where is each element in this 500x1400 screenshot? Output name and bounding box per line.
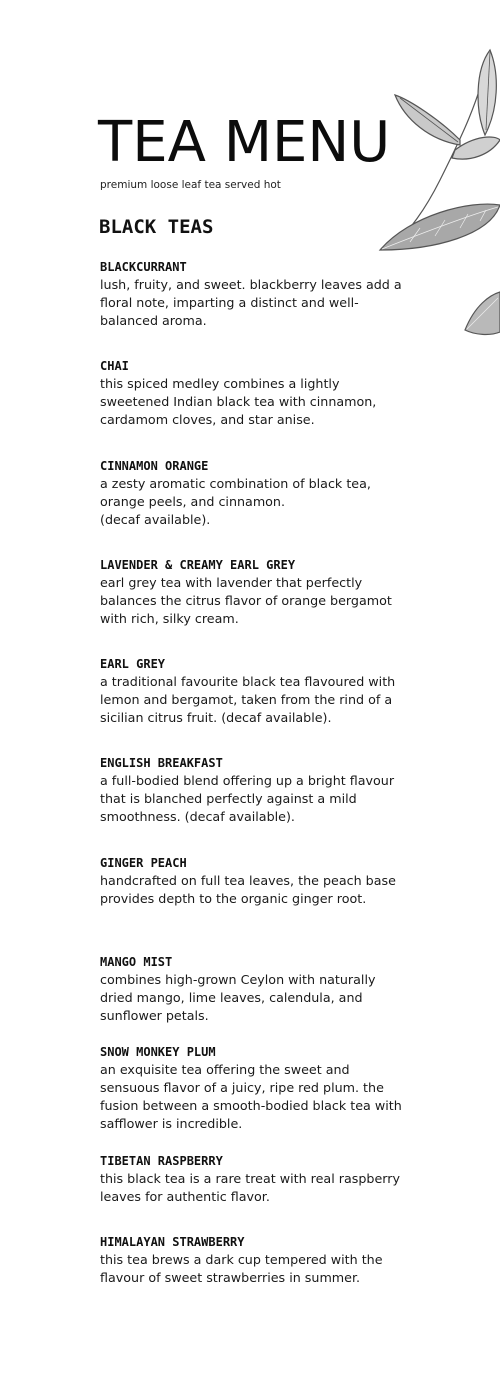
list-item <box>100 1234 410 1287</box>
item-description: handcrafted on full tea leaves, the peach base provides depth to the organic ginger root. <box>100 873 396 906</box>
item-description: an exquisite tea offering the sweet and sensuous flavor of a juicy, ripe red plum. the fusion between a smooth-bodied black tea with safflower is incredible. <box>100 1062 402 1131</box>
item-name: MANGO MIST <box>100 955 173 969</box>
item-description: combines high-grown Ceylon with naturally dried mango, lime leaves, calendula, and sunflower petals. <box>100 972 376 1023</box>
item-description: this spiced medley combines a lightly sweetened Indian black tea with cinnamon, cardamom cloves, and star anise. <box>100 376 377 427</box>
item-name: SNOW MONKEY PLUM <box>100 1045 216 1059</box>
list-item <box>100 855 410 908</box>
item-description: lush, fruity, and sweet. blackberry leaves add a floral note, imparting a distinct and well-balanced aroma. <box>100 277 402 328</box>
page-title: TEA MENU <box>98 110 391 175</box>
page-subtitle: premium loose leaf tea served hot <box>100 179 281 191</box>
section-title-black-teas: BLACK TEAS <box>99 216 214 238</box>
list-item <box>100 259 410 330</box>
item-name: HIMALAYAN STRAWBERRY <box>100 1235 245 1249</box>
item-description: a traditional favourite black tea flavoured with lemon and bergamot, taken from the rind of a sicilian citrus fruit. (decaf available). <box>100 674 396 725</box>
item-name: ENGLISH BREAKFAST <box>100 756 223 770</box>
item-description: a zesty aromatic combination of black tea, orange peels, and cinnamon. <box>100 476 371 509</box>
item-name: CINNAMON ORANGE <box>100 459 209 473</box>
item-description: this tea brews a dark cup tempered with the flavour of sweet strawberries in summer. <box>100 1252 383 1285</box>
item-description: this black tea is a rare treat with real raspberry leaves for authentic flavor. <box>100 1171 400 1204</box>
item-description: a full-bodied blend offering up a bright flavour that is blanched perfectly against a mild smoothness. (decaf available). <box>100 773 395 824</box>
list-item <box>100 1044 410 1133</box>
list-item <box>100 954 410 1025</box>
item-name: TIBETAN RASPBERRY <box>100 1154 223 1168</box>
item-name: BLACKCURRANT <box>100 260 187 274</box>
list-item <box>100 458 410 529</box>
list-item <box>100 1153 410 1206</box>
item-name: GINGER PEACH <box>100 856 187 870</box>
item-name: EARL GREY <box>100 657 166 671</box>
list-item <box>100 358 410 429</box>
item-name: CHAI <box>100 359 129 373</box>
item-description: earl grey tea with lavender that perfectly balances the citrus flavor of orange bergamot with rich, silky cream. <box>100 575 392 626</box>
item-description-note: (decaf available). <box>100 512 211 527</box>
list-item <box>100 557 410 628</box>
item-name: LAVENDER & CREAMY EARL GREY <box>100 558 296 572</box>
list-item <box>100 755 410 826</box>
list-item <box>100 656 410 727</box>
